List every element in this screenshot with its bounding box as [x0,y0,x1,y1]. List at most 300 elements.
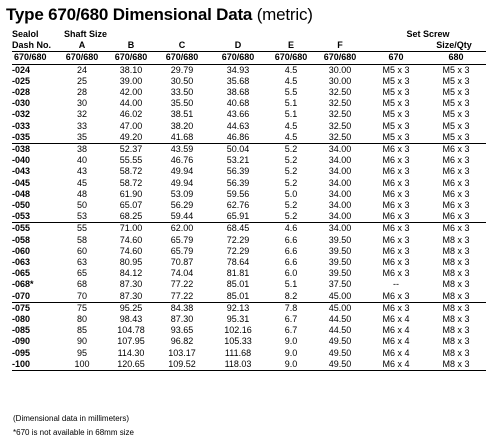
header-sealol: Sealol [12,29,39,39]
dash-no-cell: -068* [12,279,34,290]
dash-no-cell: -075 [12,302,31,313]
table-cell: M6 x 4 [382,325,410,336]
unit-cell: 670/680 [14,52,47,63]
table-row [12,64,486,76]
table-cell: -- [393,279,400,290]
table-cell: 9.0 [284,336,298,347]
table-cell: 30.50 [170,75,194,86]
table-cell: M8 x 3 [442,245,470,256]
table-cell: 49.50 [328,358,352,369]
table-cell: 62.76 [226,200,250,211]
table-cell: 90 [76,336,87,347]
table-cell: M8 x 3 [442,268,470,279]
table-cell: 72.29 [226,245,250,256]
table-cell: 78.64 [226,257,250,268]
dash-no-cell: -095 [12,347,31,358]
table-cell: 75 [76,302,87,313]
table-cell: 85 [76,325,87,336]
header-d: D [234,40,242,51]
table-cell: 71.00 [119,223,143,234]
table-cell: 5.2 [284,166,298,177]
unit-cell: 670/680 [114,52,148,63]
dash-no-cell: -032 [12,109,31,120]
table-cell: 93.65 [170,325,194,336]
table-cell: 32.50 [328,131,352,142]
table-cell: 65.91 [226,211,250,222]
table-cell: 32 [76,109,87,120]
table-cell: M5 x 3 [442,109,470,120]
table-row [12,121,486,132]
table-cell: 109.52 [168,358,196,369]
unit-cell: 670/680 [165,52,199,63]
table-header [12,29,486,64]
table-cell: 4.5 [284,64,298,75]
table-cell: 74.60 [119,245,143,256]
table-cell: 45.00 [328,290,352,301]
header-row-units [12,52,486,64]
unit-cell: 680 [448,52,464,63]
table-cell: 49.94 [170,166,194,177]
dash-no-cell: -040 [12,155,31,166]
table-cell: 77.22 [170,279,194,290]
table-cell: 50 [76,200,87,211]
table-cell: M6 x 3 [442,177,470,188]
table-cell: 56.39 [226,166,250,177]
table-cell: 85.01 [226,290,250,301]
table-cell: 4.5 [284,131,298,142]
table-cell: 33.50 [170,87,194,98]
table-cell: 118.03 [224,358,252,369]
table-cell: 77.22 [170,290,194,301]
table-cell: 33 [76,120,87,131]
table-cell: M6 x 3 [442,155,470,166]
table-cell: 65.79 [170,234,194,245]
header-shaft-size: Shaft Size [64,29,108,39]
table-cell: 6.6 [284,245,298,256]
table-cell: 34.00 [328,223,352,234]
table-cell: 46.02 [119,109,143,120]
table-row [12,257,486,268]
table-row [12,109,486,120]
table-cell: M5 x 3 [382,120,410,131]
table-cell: 30.00 [328,75,352,86]
table-cell: 34.00 [328,144,352,155]
table-cell: 68.45 [226,223,250,234]
table-cell: 28 [76,87,87,98]
table-cell: 58.72 [119,166,143,177]
table-cell: 98.43 [119,314,143,325]
table-cell: 34.00 [328,166,352,177]
unit-cell: 670/680 [221,52,255,63]
table-row [12,178,486,189]
header-f: F [337,40,343,51]
table-cell: M6 x 3 [442,223,470,234]
table-cell: 50.04 [226,144,250,155]
table-cell: 74.60 [119,234,143,245]
dash-no-cell: -063 [12,257,31,268]
table-cell: 38 [76,144,87,155]
table-cell: M6 x 3 [442,166,470,177]
table-cell: 80 [76,314,87,325]
table-cell: 32.50 [328,120,352,131]
table-cell: 44.50 [328,325,352,336]
header-row-2 [12,40,486,52]
table-cell: 46.76 [170,155,194,166]
table-cell: M6 x 3 [442,211,470,222]
unit-cell: 670 [388,52,404,63]
dash-no-cell: -043 [12,166,31,177]
table-cell: 8.2 [284,290,298,301]
table-row [12,336,486,347]
table-cell: M6 x 3 [442,144,470,155]
table-cell: 6.6 [284,257,298,268]
table-row [12,155,486,166]
table-cell: M5 x 3 [382,64,410,75]
table-cell: 111.68 [224,347,252,358]
unit-cell: 670/680 [323,52,357,63]
table-cell: M5 x 3 [442,75,470,86]
table-cell: 68 [76,279,87,290]
table-cell: 37.50 [328,279,352,290]
table-row [12,268,486,279]
table-cell: 9.0 [284,347,298,358]
table-cell: 96.82 [170,336,194,347]
table-cell: M5 x 3 [442,131,470,142]
table-cell: M8 x 3 [442,314,470,325]
table-cell: 5.1 [284,279,298,290]
dash-no-cell: -065 [12,268,31,279]
table-cell: 44.50 [328,314,352,325]
table-cell: 4.5 [284,75,298,86]
table-cell: 74.04 [170,268,194,279]
header-size-qty: Size/Qty [436,40,472,51]
table-cell: M5 x 3 [442,120,470,131]
table-cell: 58 [76,234,87,245]
table-cell: 5.2 [284,200,298,211]
dash-no-cell: -053 [12,211,31,222]
table-cell: 24 [76,64,87,75]
table-row [12,291,486,303]
table-cell: 44.63 [226,120,250,131]
table-cell: 103.17 [168,347,196,358]
table-cell: 34.00 [328,200,352,211]
table-cell: M6 x 3 [382,245,410,256]
table-cell: 114.30 [117,347,145,358]
table-cell: 60 [76,245,87,256]
table-cell: 38.51 [170,109,194,120]
table-cell: 56.39 [226,177,250,188]
table-cell: 44.00 [119,98,143,109]
table-cell: 49.20 [119,131,143,142]
table-cell: 6.0 [284,268,298,279]
table-row [12,76,486,87]
table-cell: 39.50 [328,268,352,279]
table-cell: 53.21 [226,155,250,166]
unit-cell: 670/680 [65,52,99,63]
table-cell: 38.20 [170,120,194,131]
table-cell: M8 x 3 [442,279,470,290]
dash-no-cell: -058 [12,234,31,245]
dash-no-cell: -048 [12,188,31,199]
table-cell: 84.12 [119,268,143,279]
table-cell: 95.25 [119,302,143,313]
table-row [12,200,486,211]
table-cell: M8 x 3 [442,358,470,369]
table-cell: 47.00 [119,120,143,131]
table-cell: 87.30 [119,279,143,290]
table-cell: 55 [76,223,87,234]
table-cell: 72.29 [226,234,250,245]
table-cell: 43 [76,166,87,177]
page-title [6,5,313,25]
table-cell: 39.50 [328,257,352,268]
table-cell: 5.0 [284,188,298,199]
header-row-1 [12,29,486,40]
table-row [12,223,486,235]
table-cell: 65.07 [119,200,143,211]
footnote-units: (Dimensional data in millimeters) [13,414,130,423]
dash-no-cell: -030 [12,98,31,109]
table-cell: M6 x 3 [382,257,410,268]
table-cell: M6 x 3 [382,188,410,199]
dash-no-cell: -045 [12,177,31,188]
table-cell: 56.29 [170,200,194,211]
table-cell: M5 x 3 [382,131,410,142]
table-cell: 35.68 [226,75,250,86]
table-cell: 32.50 [328,87,352,98]
table-cell: M6 x 3 [382,223,410,234]
table-cell: 62.00 [170,223,194,234]
table-cell: M8 x 3 [442,234,470,245]
table-cell: M6 x 3 [382,290,410,301]
table-cell: 53.09 [170,188,194,199]
table-cell: 5.2 [284,155,298,166]
table-cell: 4.5 [284,120,298,131]
table-cell: 5.2 [284,144,298,155]
table-cell: 107.95 [117,336,145,347]
table-cell: 30 [76,98,87,109]
table-cell: 84.38 [170,302,194,313]
table-cell: 34.93 [226,64,250,75]
table-cell: M6 x 3 [382,268,410,279]
table-cell: M6 x 3 [382,200,410,211]
table-cell: 38.68 [226,87,250,98]
table-cell: M8 x 3 [442,336,470,347]
table-row [12,211,486,223]
title-sub: (metric) [256,5,313,24]
table-cell: 104.78 [117,325,145,336]
table-cell: 65 [76,268,87,279]
table-cell: 30.00 [328,64,352,75]
table-cell: M6 x 4 [382,347,410,358]
dimensional-data-table [12,29,486,371]
table-cell: 7.8 [284,302,298,313]
header-b: B [127,40,135,51]
dash-no-cell: -090 [12,336,31,347]
header-set-screw: Set Screw [406,29,450,39]
table-cell: 39.50 [328,245,352,256]
table-cell: 85.01 [226,279,250,290]
dash-no-cell: -080 [12,314,31,325]
dash-no-cell: -100 [12,358,31,369]
table-cell: 6.7 [284,325,298,336]
table-cell: 6.7 [284,314,298,325]
table-cell: 32.50 [328,109,352,120]
table-cell: 6.6 [284,234,298,245]
header-a: A [78,40,86,51]
table-body [12,64,486,370]
table-row [12,87,486,98]
table-cell: 32.50 [328,98,352,109]
table-cell: 61.90 [119,188,143,199]
table-cell: 45.00 [328,302,352,313]
table-row [12,359,486,371]
table-cell: 53 [76,211,87,222]
table-row [12,189,486,200]
table-cell: 102.16 [224,325,252,336]
table-cell: 9.0 [284,358,298,369]
table-cell: 42.00 [119,87,143,98]
table-cell: 65.79 [170,245,194,256]
table-cell: 46.86 [226,131,250,142]
table-cell: 5.5 [284,87,298,98]
table-cell: 34.00 [328,211,352,222]
table-cell: 5.2 [284,211,298,222]
table-cell: M5 x 3 [442,64,470,75]
table-cell: M8 x 3 [442,290,470,301]
table-cell: 87.30 [119,290,143,301]
table-cell: 34.00 [328,188,352,199]
dash-no-cell: -024 [12,64,31,75]
table-cell: M8 x 3 [442,302,470,313]
dash-no-cell: -035 [12,131,31,142]
table-cell: 43.66 [226,109,250,120]
table-cell: 63 [76,257,87,268]
dash-no-cell: -050 [12,200,31,211]
table-row [12,98,486,109]
table-cell: 5.2 [284,177,298,188]
table-cell: 38.10 [119,64,143,75]
title-main: Type 670/680 Dimensional Data [6,5,253,24]
table-cell: 35 [76,131,87,142]
table-cell: M6 x 4 [382,314,410,325]
table-row [12,348,486,359]
table-cell: M6 x 4 [382,336,410,347]
table-cell: M6 x 3 [442,188,470,199]
header-dash-no: Dash No. [12,40,52,51]
table-cell: 5.1 [284,109,298,120]
table-cell: M6 x 3 [382,234,410,245]
table-cell: M5 x 3 [442,87,470,98]
table-row [12,314,486,325]
table-cell: 70.87 [170,257,194,268]
table-row [12,132,486,144]
header-c: C [178,40,186,51]
dash-no-cell: -025 [12,75,31,86]
table-cell: 43.59 [170,144,194,155]
table-cell: M6 x 3 [382,177,410,188]
table-cell: 49.50 [328,336,352,347]
table-cell: 52.37 [119,144,143,155]
table-cell: M5 x 3 [382,87,410,98]
table-cell: M5 x 3 [382,98,410,109]
footnotes [13,412,134,440]
unit-cell: 670/680 [274,52,308,63]
table-cell: 4.6 [284,223,298,234]
table-cell: 25 [76,75,87,86]
table-cell: 35.50 [170,98,194,109]
table-cell: 95 [76,347,87,358]
table-cell: M6 x 3 [382,302,410,313]
table-cell: M6 x 3 [442,200,470,211]
table-cell: 58.72 [119,177,143,188]
table-cell: M8 x 3 [442,347,470,358]
table-cell: 29.79 [170,64,194,75]
footnote-068: *670 is not available in 68mm size [13,428,134,437]
table-cell: 55.55 [119,155,143,166]
table-cell: 120.65 [117,358,145,369]
table-cell: 34.00 [328,177,352,188]
table-cell: 95.31 [226,314,250,325]
table-cell: 39.00 [119,75,143,86]
table-cell: 5.1 [284,98,298,109]
table-cell: M8 x 3 [442,325,470,336]
table-cell: 49.94 [170,177,194,188]
table-cell: 92.13 [226,302,250,313]
table-cell: M5 x 3 [442,98,470,109]
table-cell: 70 [76,290,87,301]
table-cell: M6 x 3 [382,155,410,166]
table-cell: 87.30 [170,314,194,325]
table-row [12,279,486,290]
table-cell: 105.33 [224,336,252,347]
table-cell: M5 x 3 [382,109,410,120]
table-cell: M8 x 3 [442,257,470,268]
table-cell: 81.81 [226,268,250,279]
table-cell: M6 x 3 [382,144,410,155]
dash-no-cell: -070 [12,290,31,301]
table-cell: 45 [76,177,87,188]
dash-no-cell: -033 [12,120,31,131]
table-cell: 49.50 [328,347,352,358]
table-row [12,302,486,314]
dash-no-cell: -085 [12,325,31,336]
table-row [12,144,486,156]
dash-no-cell: -060 [12,245,31,256]
dash-no-cell: -055 [12,223,31,234]
table-row [12,235,486,246]
table-cell: 39.50 [328,234,352,245]
table-cell: M6 x 3 [382,211,410,222]
table-cell: 59.56 [226,188,250,199]
header-e: E [288,40,295,51]
table-row [12,246,486,257]
table-cell: 41.68 [170,131,194,142]
dash-no-cell: -038 [12,144,31,155]
table-cell: 40 [76,155,87,166]
table-cell: M6 x 4 [382,358,410,369]
table-cell: 48 [76,188,87,199]
table-cell: 80.95 [119,257,143,268]
table-cell: 34.00 [328,155,352,166]
table-cell: M6 x 3 [382,166,410,177]
table-cell: 100 [74,358,90,369]
table-cell: M5 x 3 [382,75,410,86]
dash-no-cell: -028 [12,87,31,98]
table-row [12,325,486,336]
table-cell: 40.68 [226,98,250,109]
table-cell: 59.44 [170,211,194,222]
